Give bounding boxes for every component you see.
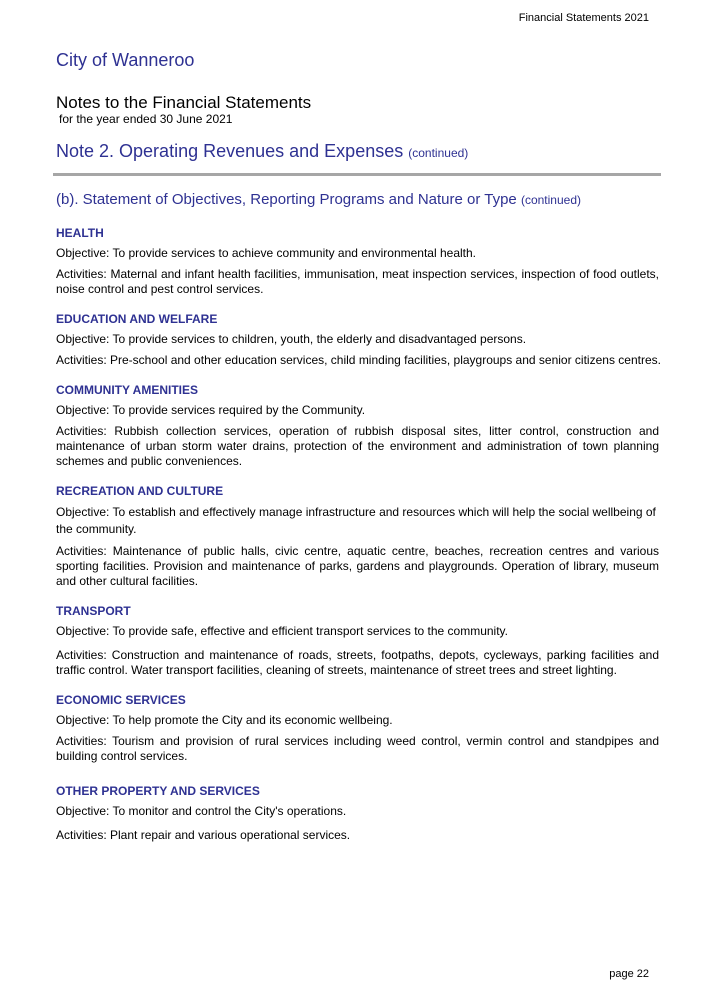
program-objective: Objective: To establish and effectively manage infrastructure and resources which will help the social wellbeing of the community.	[56, 505, 656, 536]
program-activities: Activities: Tourism and provision of rural services including weed control, vermin control and standpipes and building control services.	[56, 734, 659, 763]
program-activities: Activities: Maternal and infant health facilities, immunisation, meat inspection services, inspection of food outlets, noise control and pest control services.	[56, 267, 659, 296]
section-heading	[56, 191, 581, 208]
program-other-property-services	[56, 784, 659, 843]
program-activities: Activities: Rubbish collection services, operation of rubbish disposal sites, litter control, construction and maintenance of urban storm water drains, protection of the environment and administration of town planning schemes and public conveniences.	[56, 424, 659, 468]
program-recreation-culture	[56, 484, 659, 589]
program-activities: Activities: Construction and maintenance of roads, streets, footpaths, depots, cycleways, parking facilities and traffic control. Water transport facilities, cleaning of streets, maintenance of street trees and street lighting.	[56, 648, 659, 677]
program-health	[56, 226, 659, 297]
program-heading: TRANSPORT	[56, 604, 131, 618]
program-heading: HEALTH	[56, 226, 104, 240]
note-heading	[56, 141, 468, 162]
program-objective: Objective: To provide services to achieve community and environmental health.	[56, 246, 476, 260]
notes-period: for the year ended 30 June 2021	[59, 112, 233, 126]
page-number: page 22	[609, 968, 649, 980]
program-heading: RECREATION AND CULTURE	[56, 484, 224, 498]
section-title: (b). Statement of Objectives, Reporting Programs and Nature or Type	[56, 191, 517, 208]
program-objective: Objective: To provide services required by the Community.	[56, 403, 366, 417]
program-heading: ECONOMIC SERVICES	[56, 693, 186, 707]
program-objective: Objective: To provide services to children, youth, the elderly and disadvantaged persons.	[56, 332, 527, 346]
divider	[53, 173, 661, 176]
programs-list	[56, 226, 659, 858]
program-community-amenities	[56, 383, 659, 469]
program-activities: Activities: Maintenance of public halls, civic centre, aquatic centre, beaches, recreation centres and various sporting facilities. Provision and maintenance of parks, gardens and playgrounds. Operation of library, museum and other cultural facilities.	[56, 544, 659, 588]
section-continued: (continued)	[520, 193, 581, 207]
program-objective: Objective: To provide safe, effective and efficient transport services to the community.	[56, 624, 509, 638]
program-transport	[56, 604, 659, 678]
notes-title: Notes to the Financial Statements	[56, 93, 312, 112]
note-continued: (continued)	[408, 146, 469, 160]
program-objective: Objective: To help promote the City and its economic wellbeing.	[56, 713, 393, 727]
program-activities: Activities: Pre-school and other education services, child minding facilities, playgroups and senior citizens centres.	[56, 353, 661, 367]
program-heading: OTHER PROPERTY AND SERVICES	[56, 784, 260, 798]
organisation-name: City of Wanneroo	[56, 50, 195, 70]
program-education-welfare	[56, 312, 659, 368]
program-objective: Objective: To monitor and control the City's operations.	[56, 804, 347, 818]
program-heading: EDUCATION AND WELFARE	[56, 312, 218, 326]
program-economic-services	[56, 693, 659, 764]
program-heading: COMMUNITY AMENITIES	[56, 383, 199, 397]
program-activities: Activities: Plant repair and various operational services.	[56, 828, 351, 842]
running-header: Financial Statements 2021	[518, 12, 649, 24]
note-title: Note 2. Operating Revenues and Expenses	[56, 141, 404, 161]
